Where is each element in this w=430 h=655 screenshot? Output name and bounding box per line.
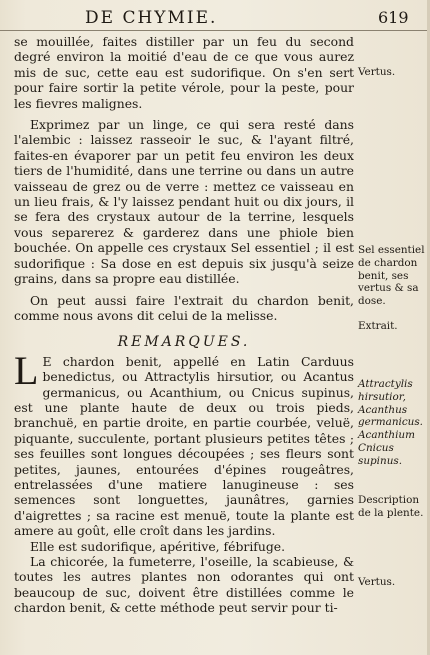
- section-title-remarques: REMARQUES.: [117, 334, 251, 351]
- paragraph-3: On peut aussi faire l'extrait du chardon benit, comme nous avons dit celui de la melisse.: [14, 292, 354, 323]
- margin-note-vertus: Vertus.: [358, 66, 396, 78]
- remark-2: Elle est sudorifique, apéritive, fébrifuge.: [30, 538, 286, 554]
- margin-note-extrait: Extrait.: [358, 320, 398, 332]
- margin-note-sel-essentiel: Sel essentiel de chardon benit, ses vertus & sa dose.: [358, 244, 425, 308]
- remark-3: La chicorée, la fumeterre, l'oseille, la scabieuse, & toutes les autres plantes non odorantes qui ont beaucoup de suc, doivent être distillées comme le chardon benit, & cette méthode peut servir pour ti-: [14, 554, 354, 616]
- running-title: DE CHYMIE.: [85, 8, 218, 28]
- paragraph-2: Exprimez par un linge, ce qui sera resté dans l'alembic : laissez rasseoir le suc, & l'ayant filtré, faites-en évaporer par un petit feu environ les deux tiers de l'humidité, dans une terrine ou dans un autre vaisseau de grez ou de verre : mettez ce vaisseau en un lieu frais, & l'y laissez pendant huit ou dix jours, il se fera des crystaux autour de la terrine, lesquels vous separerez & garderez dans une phiole bien bouchée. On appelle ces crystaux Sel essentiel ; il est sudorifique : Sa dose en est depuis six jusqu'à seize grains, dans sa propre eau distillée.: [14, 117, 354, 287]
- margin-note-plant-names: Attractylis hirsutior, Acanthus germanicus. Acanthium Cnicus supinus.: [358, 378, 423, 467]
- margin-note-vertus-2: Vertus.: [358, 576, 396, 588]
- remark-1: E chardon benit, appellé en Latin Carduus benedictus, ou Attractylis hirsutior, ou Acantus germanicus, ou Acanthium, ou Cnicus supinus, est une plante haute de deux ou trois pieds, branchuë, en partie droite, en partie courbée, veluë, piquante, succulente, portant plusieurs petites têtes ; ses feuilles sont longues découpées ; ses fleurs sont petites, jaunes, entourées d'épines rougeâtres, entrelassées d'une matiere lanugineuse : ses semences sont longuettes, jaunâtres, garnies d'aigrettes ; sa racine est menuë, toute la plante est amere au goût, elle croît dans les jardins.: [14, 353, 354, 539]
- paragraph-1: se mouillée, faites distiller par un feu du second degré environ la moitié d'eau de ce que vous aurez mis de suc, cette eau est sudorifique. On s'en sert pour faire sortir la petite vérole, pour la peste, pour les fievres malignes.: [14, 34, 354, 111]
- drop-cap: L: [14, 347, 39, 393]
- remark-1-block: [14, 347, 354, 539]
- page-header: [0, 8, 430, 31]
- margin-note-description: Description de la plente.: [358, 494, 424, 519]
- page-number: 619: [378, 8, 409, 27]
- main-text: [14, 34, 354, 616]
